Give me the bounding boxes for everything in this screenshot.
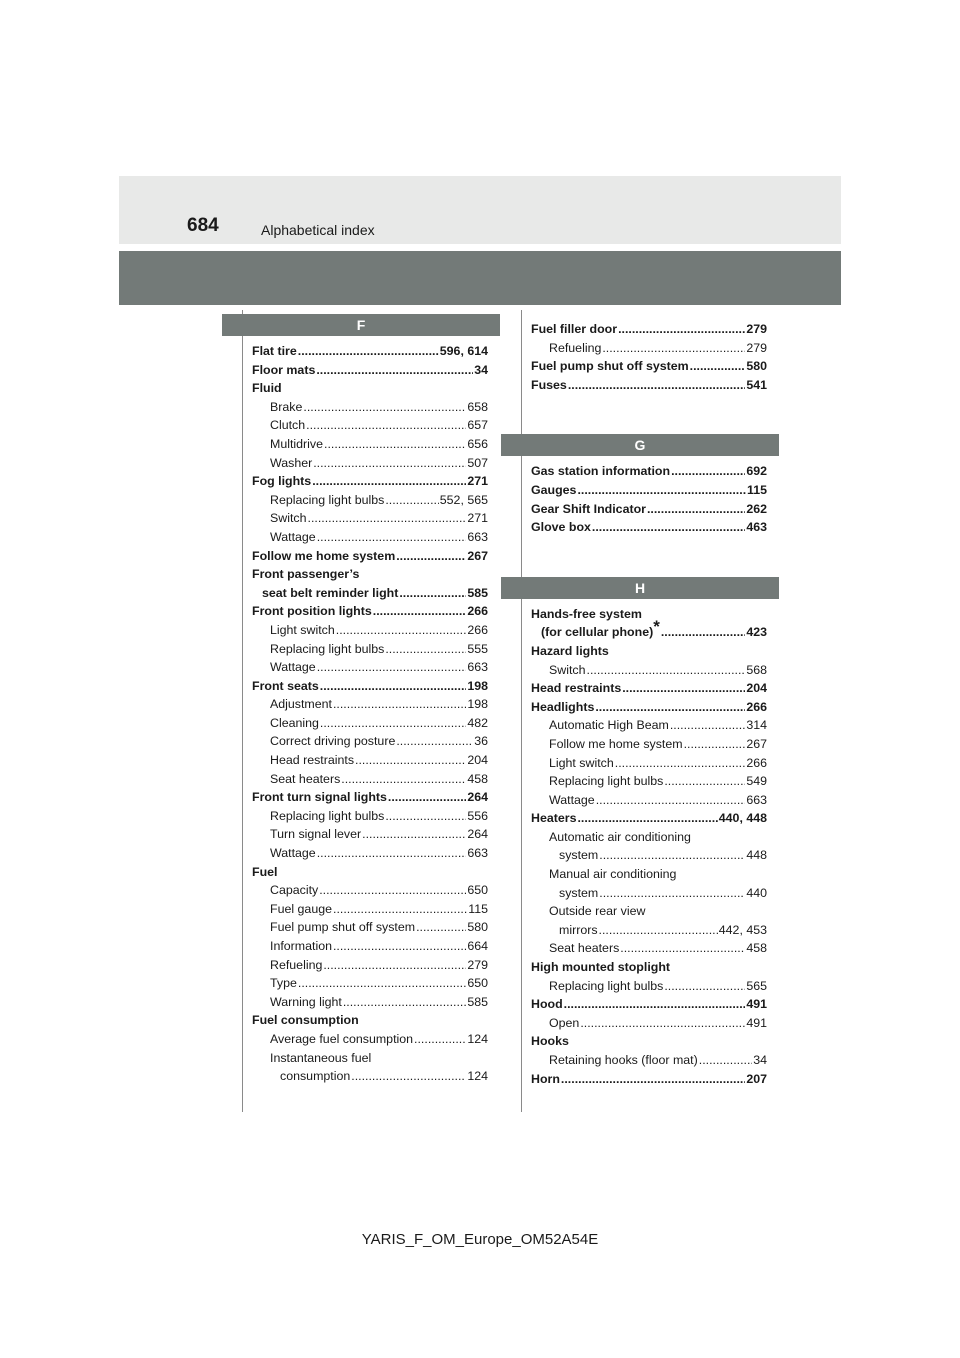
dot-leader bbox=[298, 342, 439, 361]
index-entry: (for cellular phone) * ..... 423 bbox=[531, 623, 767, 642]
entry-term: Brake bbox=[270, 399, 303, 414]
entry-term: Refueling bbox=[270, 957, 323, 972]
entry-page-ref: 266 bbox=[467, 604, 488, 619]
entry-term: system bbox=[559, 848, 599, 863]
entry-term: Fuel consumption bbox=[252, 1013, 359, 1028]
entry-page-ref: 115 bbox=[468, 901, 488, 916]
entry-page-ref: 279 bbox=[467, 957, 488, 972]
index-entry bbox=[252, 974, 488, 993]
dot-leader bbox=[599, 884, 745, 903]
index-entry bbox=[531, 921, 767, 940]
entry-term: Replacing light bulbs bbox=[549, 978, 664, 993]
entry-page-ref: 650 bbox=[467, 883, 488, 898]
entry-term: Wattage bbox=[270, 660, 316, 675]
dot-leader bbox=[313, 454, 466, 473]
index-entry bbox=[252, 342, 488, 361]
entry-page-ref: 650 bbox=[467, 976, 488, 991]
index-entry bbox=[252, 509, 488, 528]
index-entry bbox=[252, 602, 488, 621]
entry-term: Fuses bbox=[531, 377, 567, 392]
index-entry bbox=[252, 565, 488, 584]
entry-page-ref: 448 bbox=[746, 848, 767, 863]
entry-page-ref: 442, 453 bbox=[718, 922, 767, 937]
index-entry bbox=[531, 772, 767, 791]
entry-page-ref: 207 bbox=[746, 1071, 767, 1086]
dot-leader bbox=[620, 939, 745, 958]
dot-leader bbox=[580, 1014, 745, 1033]
dot-leader bbox=[343, 993, 466, 1012]
index-entry bbox=[252, 528, 488, 547]
entry-term: Replacing light bulbs bbox=[270, 641, 385, 656]
dot-leader bbox=[319, 881, 466, 900]
index-entry bbox=[531, 1051, 767, 1070]
entry-term: Refueling bbox=[549, 340, 602, 355]
index-entry bbox=[252, 732, 488, 751]
index-entry bbox=[531, 754, 767, 773]
entry-page-ref: 663 bbox=[746, 792, 767, 807]
dot-leader bbox=[577, 481, 746, 500]
entry-page-ref: 556 bbox=[467, 808, 488, 823]
entry-term: Flat tire bbox=[252, 344, 297, 358]
dot-leader bbox=[596, 791, 746, 810]
entry-term: Information bbox=[270, 939, 332, 953]
entry-term: Replacing light bulbs bbox=[270, 808, 385, 823]
entry-page-ref: 565 bbox=[746, 978, 767, 993]
entry-term: Hood bbox=[531, 997, 563, 1012]
dot-leader bbox=[647, 500, 745, 519]
dot-leader bbox=[351, 1067, 466, 1086]
dot-leader bbox=[333, 937, 466, 956]
dot-leader bbox=[388, 788, 466, 807]
entry-term: Instantaneous fuel bbox=[270, 1050, 372, 1065]
index-entry bbox=[252, 621, 488, 640]
dot-leader bbox=[396, 732, 473, 751]
dot-leader bbox=[320, 714, 466, 733]
dot-leader bbox=[568, 376, 746, 395]
entry-page-ref: 423 bbox=[746, 625, 767, 640]
entry-page-ref: 541 bbox=[746, 377, 767, 392]
entry-term: Follow me home system bbox=[549, 736, 683, 751]
entry-page-ref: 314 bbox=[746, 718, 767, 733]
entry-term: Gauges bbox=[531, 482, 577, 497]
dot-leader bbox=[323, 956, 466, 975]
dot-leader bbox=[396, 547, 466, 566]
entry-page-ref: 198 bbox=[467, 697, 488, 712]
index-entry bbox=[252, 1067, 488, 1086]
index-entry bbox=[252, 770, 488, 789]
index-entry bbox=[252, 398, 488, 417]
dot-leader bbox=[602, 339, 745, 358]
index-entry bbox=[252, 918, 488, 937]
dot-leader bbox=[587, 661, 746, 680]
entry-page-ref: 271 bbox=[467, 474, 488, 489]
index-column-left bbox=[252, 314, 488, 1086]
entry-term: Seat heaters bbox=[549, 941, 620, 956]
entry-page-ref: 463 bbox=[746, 520, 767, 535]
dot-leader bbox=[595, 698, 745, 717]
entry-term: seat belt reminder light bbox=[262, 585, 399, 600]
index-entry bbox=[252, 807, 488, 826]
entry-term: Type bbox=[270, 976, 297, 991]
entry-page-ref: 204 bbox=[746, 681, 767, 696]
index-entry bbox=[531, 735, 767, 754]
entry-term: Follow me home system bbox=[252, 548, 396, 563]
index-entry bbox=[531, 1070, 767, 1089]
dot-leader bbox=[684, 735, 746, 754]
entry-term: Replacing light bulbs bbox=[549, 774, 664, 789]
index-entry bbox=[252, 937, 488, 956]
entry-term: consumption bbox=[280, 1069, 351, 1084]
dot-leader bbox=[664, 977, 745, 996]
section-header-h: H bbox=[501, 577, 779, 599]
entry-page-ref: 656 bbox=[467, 436, 488, 451]
entry-term: Automatic air conditioning bbox=[549, 829, 691, 844]
entry-term: Hands-free system bbox=[531, 606, 642, 621]
entry-page-ref: 568 bbox=[746, 662, 767, 677]
entry-term: Wattage bbox=[270, 846, 316, 861]
entry-page-ref: 440 bbox=[746, 885, 767, 900]
entry-page-ref: 267 bbox=[746, 736, 767, 751]
entry-term: Fog lights bbox=[252, 474, 312, 489]
entry-page-ref: 658 bbox=[467, 399, 488, 414]
index-entry bbox=[252, 547, 488, 566]
dot-leader bbox=[316, 361, 473, 380]
index-entry bbox=[531, 716, 767, 735]
dot-leader bbox=[333, 900, 467, 919]
entry-term: Clutch bbox=[270, 418, 306, 433]
index-entry bbox=[252, 881, 488, 900]
entry-page-ref: 552, 565 bbox=[439, 492, 488, 507]
column-rule-left bbox=[242, 310, 243, 1112]
index-entry bbox=[531, 1032, 767, 1051]
entry-term: Fuel gauge bbox=[270, 901, 333, 916]
entry-page-ref: 458 bbox=[467, 771, 488, 786]
index-entry bbox=[531, 376, 767, 395]
page-title: Alphabetical index bbox=[261, 222, 375, 238]
entry-term: Glove box bbox=[531, 520, 591, 535]
entry-page-ref: 34 bbox=[474, 362, 488, 377]
entry-term: system bbox=[559, 885, 599, 900]
dot-leader bbox=[341, 770, 466, 789]
dot-leader bbox=[385, 491, 438, 510]
entry-page-ref: 507 bbox=[467, 455, 488, 470]
dot-leader bbox=[324, 435, 466, 454]
entry-term: Warning light bbox=[270, 994, 342, 1009]
index-entry bbox=[531, 462, 767, 481]
entry-page-ref: 657 bbox=[467, 418, 488, 433]
entry-page-ref: 36 bbox=[474, 734, 488, 749]
dot-leader bbox=[306, 416, 466, 435]
index-entry bbox=[252, 1049, 488, 1068]
index-entry bbox=[252, 454, 488, 473]
index-entry bbox=[531, 357, 767, 376]
section-header-g: G bbox=[501, 434, 779, 456]
index-entry bbox=[252, 472, 488, 491]
entry-page-ref: 585 bbox=[467, 994, 488, 1009]
entry-page-ref: 482 bbox=[467, 715, 488, 730]
entry-page-ref: 124 bbox=[467, 1069, 488, 1084]
entry-page-ref: 663 bbox=[467, 660, 488, 675]
index-entry bbox=[531, 995, 767, 1014]
entry-page-ref: 264 bbox=[467, 790, 488, 805]
index-entry bbox=[252, 379, 488, 398]
entry-page-ref: 663 bbox=[467, 846, 488, 861]
entry-term: Head restraints bbox=[270, 753, 355, 768]
entry-page-ref: 585 bbox=[467, 585, 488, 600]
entry-term: Replacing light bulbs bbox=[270, 492, 385, 507]
dot-leader bbox=[599, 846, 745, 865]
dot-leader bbox=[317, 844, 467, 863]
entry-term: Washer bbox=[270, 455, 313, 470]
dot-leader bbox=[670, 716, 745, 735]
entry-term: Open bbox=[549, 1015, 580, 1030]
index-entry bbox=[252, 361, 488, 380]
entry-term: Switch bbox=[270, 511, 307, 526]
entry-term: Front seats bbox=[252, 678, 319, 693]
index-entry bbox=[252, 900, 488, 919]
entry-page-ref: 549 bbox=[746, 774, 767, 789]
index-entry bbox=[531, 518, 767, 537]
dot-leader bbox=[615, 754, 746, 773]
dot-leader bbox=[699, 1051, 752, 1070]
dot-leader bbox=[308, 509, 467, 528]
dot-leader bbox=[661, 623, 745, 642]
entry-term: Fuel filler door bbox=[531, 322, 618, 336]
index-column-right bbox=[531, 320, 767, 1088]
header-band bbox=[119, 176, 841, 244]
entry-term: Front turn signal lights bbox=[252, 790, 387, 805]
entry-term: Horn bbox=[531, 1071, 560, 1086]
dot-leader bbox=[414, 1030, 466, 1049]
index-entry bbox=[252, 1011, 488, 1030]
entry-term: Seat heaters bbox=[270, 771, 341, 786]
entry-term: Wattage bbox=[270, 529, 316, 544]
dot-leader bbox=[312, 472, 466, 491]
entry-page-ref: 34 bbox=[753, 1053, 767, 1067]
entry-term: Capacity bbox=[270, 883, 319, 898]
entry-page-ref: 266 bbox=[746, 699, 767, 714]
entry-page-ref: 692 bbox=[746, 464, 767, 479]
entry-term: Gas station information bbox=[531, 464, 671, 479]
entry-term: Fuel bbox=[252, 864, 278, 879]
dot-leader bbox=[355, 751, 466, 770]
entry-page-ref: 271 bbox=[467, 511, 488, 526]
index-entry bbox=[252, 435, 488, 454]
entry-page-ref: 124 bbox=[467, 1031, 488, 1046]
document-footer: YARIS_F_OM_Europe_OM52A54E bbox=[361, 1231, 599, 1248]
entry-page-ref: 440, 448 bbox=[718, 811, 767, 826]
dot-leader bbox=[671, 462, 745, 481]
page-number: 684 bbox=[187, 215, 219, 236]
entry-term: Front position lights bbox=[252, 604, 372, 619]
index-entry bbox=[252, 825, 488, 844]
index-entry bbox=[531, 977, 767, 996]
entry-term: Outside rear view bbox=[549, 904, 646, 919]
index-entry bbox=[531, 809, 767, 828]
entry-page-ref: 491 bbox=[746, 997, 767, 1012]
entry-term: High mounted stoplight bbox=[531, 960, 671, 975]
index-entry bbox=[531, 500, 767, 519]
index-entry bbox=[252, 863, 488, 882]
index-entry bbox=[531, 939, 767, 958]
index-entry bbox=[252, 491, 488, 510]
entry-term: Automatic High Beam bbox=[549, 718, 669, 733]
index-entry bbox=[252, 584, 488, 603]
index-entry bbox=[531, 791, 767, 810]
index-entry bbox=[252, 844, 488, 863]
dot-leader bbox=[664, 772, 745, 791]
index-entry bbox=[252, 993, 488, 1012]
entry-term: Hooks bbox=[531, 1034, 569, 1049]
entry-term: Wattage bbox=[549, 792, 595, 807]
dot-leader bbox=[320, 677, 467, 696]
dot-leader bbox=[622, 679, 745, 698]
entry-term: Retaining hooks (floor mat) bbox=[549, 1053, 698, 1067]
entry-page-ref: 266 bbox=[746, 755, 767, 770]
dot-leader bbox=[577, 809, 717, 828]
entry-page-ref: 266 bbox=[467, 622, 488, 637]
index-entry bbox=[252, 714, 488, 733]
dot-leader bbox=[561, 1070, 745, 1089]
entry-page-ref: 458 bbox=[746, 941, 767, 956]
index-entry bbox=[531, 698, 767, 717]
index-entry bbox=[531, 320, 767, 339]
entry-page-ref: 279 bbox=[746, 322, 767, 336]
index-entry bbox=[252, 658, 488, 677]
index-entry bbox=[252, 416, 488, 435]
index-entry bbox=[531, 902, 767, 921]
index-entry bbox=[252, 640, 488, 659]
entry-page-ref: 262 bbox=[746, 501, 767, 516]
index-entry bbox=[531, 828, 767, 847]
entry-term: Turn signal lever bbox=[270, 827, 362, 842]
entry-term: Cleaning bbox=[270, 715, 319, 730]
entry-page-ref: 264 bbox=[467, 827, 488, 842]
index-entry bbox=[531, 865, 767, 884]
index-entry bbox=[531, 884, 767, 903]
entry-term: Fuel pump shut off system bbox=[531, 359, 689, 374]
dot-leader bbox=[599, 921, 718, 940]
entry-term: Correct driving posture bbox=[270, 734, 396, 749]
entry-term: (for cellular phone) bbox=[541, 625, 654, 640]
entry-page-ref: 555 bbox=[467, 641, 488, 656]
entry-term: Gear Shift Indicator bbox=[531, 501, 646, 516]
entry-term: Adjustment bbox=[270, 697, 332, 712]
entry-term: mirrors bbox=[559, 922, 598, 937]
entry-page-ref: 198 bbox=[467, 678, 488, 693]
entry-page-ref: 664 bbox=[467, 939, 488, 953]
entry-page-ref: 204 bbox=[467, 753, 488, 768]
entry-term: Light switch bbox=[549, 755, 614, 770]
entry-term: Switch bbox=[549, 662, 586, 677]
entry-page-ref: 580 bbox=[467, 920, 488, 935]
dot-leader bbox=[416, 918, 466, 937]
chapter-band bbox=[119, 251, 841, 305]
entry-term: Light switch bbox=[270, 622, 335, 637]
dot-leader bbox=[399, 584, 466, 603]
dot-leader bbox=[385, 807, 466, 826]
index-entry bbox=[531, 1014, 767, 1033]
entry-page-ref: 491 bbox=[746, 1015, 767, 1030]
entry-page-ref: 115 bbox=[747, 482, 767, 497]
dot-leader bbox=[362, 825, 466, 844]
dot-leader bbox=[385, 640, 466, 659]
dot-leader bbox=[317, 658, 467, 677]
entry-term: Multidrive bbox=[270, 436, 324, 451]
entry-term: Manual air conditioning bbox=[549, 867, 677, 882]
index-entry bbox=[252, 956, 488, 975]
entry-term: Fluid bbox=[252, 381, 282, 396]
index-entry bbox=[252, 695, 488, 714]
entry-term: Fuel pump shut off system bbox=[270, 920, 416, 935]
dot-leader bbox=[373, 602, 467, 621]
index-entry bbox=[531, 339, 767, 358]
dot-leader bbox=[592, 518, 745, 537]
index-entry bbox=[252, 677, 488, 696]
entry-page-ref: 279 bbox=[746, 340, 767, 355]
index-entry bbox=[531, 605, 767, 624]
dot-leader bbox=[618, 320, 745, 339]
entry-term: Average fuel consumption bbox=[270, 1031, 414, 1046]
index-entry bbox=[531, 661, 767, 680]
entry-term: Hazard lights bbox=[531, 643, 609, 658]
dot-leader bbox=[690, 357, 746, 376]
index-entry bbox=[531, 481, 767, 500]
dot-leader bbox=[317, 528, 467, 547]
entry-page-ref: 580 bbox=[746, 359, 767, 374]
index-entry bbox=[252, 751, 488, 770]
index-entry bbox=[252, 1030, 488, 1049]
index-entry bbox=[531, 642, 767, 661]
column-rule-right bbox=[521, 310, 522, 1112]
index-entry bbox=[531, 958, 767, 977]
entry-term: Head restraints bbox=[531, 681, 622, 696]
entry-page-ref: 596, 614 bbox=[439, 344, 488, 358]
index-entry bbox=[531, 679, 767, 698]
dot-leader bbox=[333, 695, 466, 714]
entry-term: Heaters bbox=[531, 811, 577, 826]
entry-term: Headlights bbox=[531, 699, 595, 714]
entry-page-ref: 267 bbox=[467, 548, 488, 563]
section-header-f: F bbox=[222, 314, 500, 336]
index-entry bbox=[531, 846, 767, 865]
entry-term: Front passenger’s bbox=[252, 567, 360, 582]
dot-leader bbox=[303, 398, 466, 417]
dot-leader bbox=[564, 995, 746, 1014]
entry-term: Floor mats bbox=[252, 362, 316, 377]
index-entry bbox=[252, 788, 488, 807]
dot-leader bbox=[336, 621, 467, 640]
dot-leader bbox=[298, 974, 466, 993]
entry-page-ref: 663 bbox=[467, 529, 488, 544]
